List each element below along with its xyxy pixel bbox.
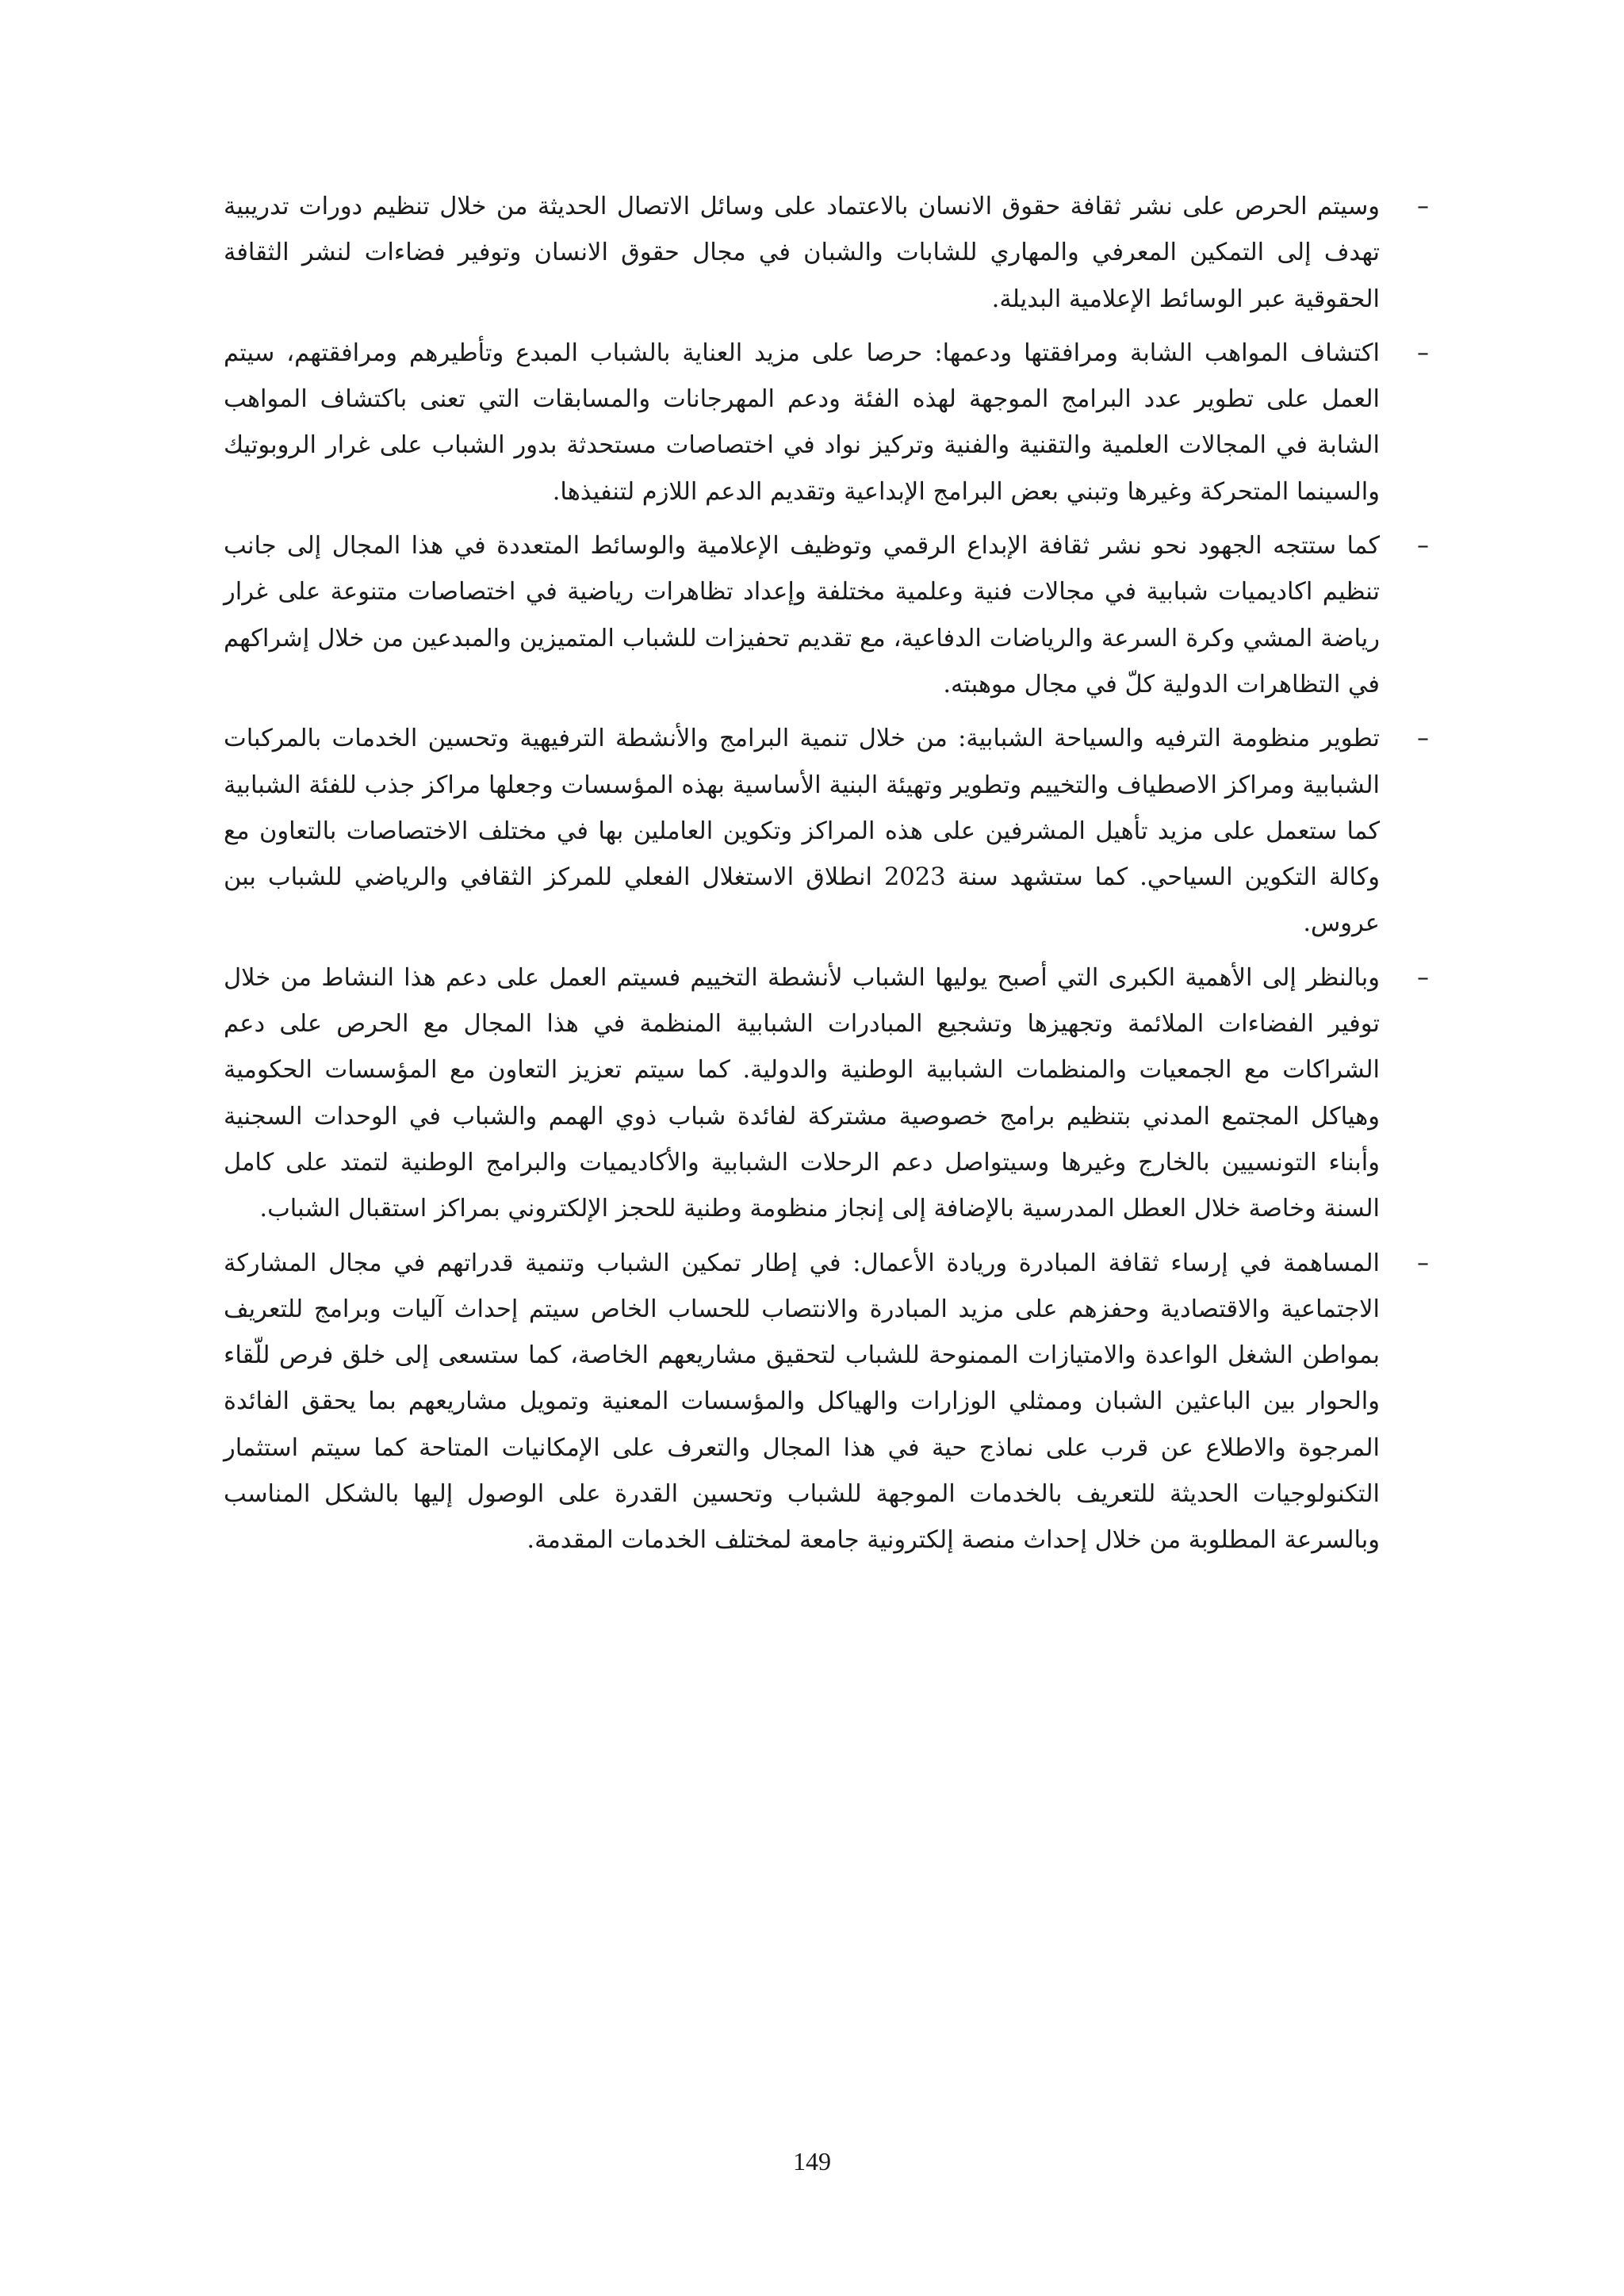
list-item [224,331,1431,515]
paragraph-text: وبالنظر إلى الأهمية الكبرى التي أصبح يوليها الشباب لأنشطة التخييم فسيتم العمل على دعم هذا النشاط من خلال توفير الفضاءات الملائمة وتجهيزها وتشجيع المبادرات الشبابية المنظمة في هذا المجال مع الحرص على دعم الشراكات مع الجمعيات والمنظمات الشبابية الوطنية والدولية. كما سيتم تعزيز التعاون مع المؤسسات الحكومية وهياكل المجتمع المدني بتنظيم برامج خصوصية مشتركة لفائدة شباب ذوي الهمم والشباب في الوحدات السجنية وأبناء التونسيين بالخارج وغيرها وسيتواصل دعم الرحلات الشبابية والأكاديميات والبرامج الوطنية لتمتد على كامل السنة وخاصة خلال العطل المدرسية بالإضافة إلى إنجاز منظومة وطنية للحجز الإلكتروني بمراكز استقبال الشباب. [224,963,1380,1223]
paragraph-text: اكتشاف المواهب الشابة ومرافقتها ودعمها: حرصا على مزيد العناية بالشباب المبدع وتأطيرهم ومرافقتهم، سيتم العمل على تطوير عدد البرامج الموجهة لهذه الفئة ودعم المهرجانات والمسابقات التي تعنى باكتشاف المواهب الشابة في المجالات العلمية والتقنية والفنية وتركيز نواد في اختصاصات مستحدثة بدور الشباب على غرار الروبوتيك والسينما المتحركة وغيرها وتبني بعض البرامج الإبداعية وتقديم الدعم اللازم لتنفيذها. [224,339,1381,506]
bullet-list [224,184,1431,1564]
paragraph-text: كما ستتجه الجهود نحو نشر ثقافة الإبداع الرقمي وتوظيف الإعلامية والوسائط المتعددة في هذا المجال إلى جانب تنظيم اكاديميات شبابية في مجالات فنية وعلمية مختلفة وإعداد تظاهرات رياضية في اختصاصات متنوعة على غرار رياضة المشي وكرة السرعة والرياضات الدفاعية، مع تقديم تحفيزات للشباب المتميزين والمبدعين من خلال إشراكهم في التظاهرات الدولية كلّ في مجال موهبته. [224,532,1380,698]
list-item [224,1241,1431,1564]
paragraph-text: وسيتم الحرص على نشر ثقافة حقوق الانسان بالاعتماد على وسائل الاتصال الحديثة من خلال تنظيم دورات تدريبية تهدف إلى التمكين المعرفي والمهاري للشابات والشبان في مجال حقوق الانسان وتوفير فضاءات لنشر الثقافة الحقوقية عبر الوسائط الإعلامية البديلة. [224,193,1380,313]
list-item [224,184,1431,323]
bullet-marker: – [1417,725,1429,753]
paragraph-text: تطوير منظومة الترفيه والسياحة الشبابية: من خلال تنمية البرامج والأنشطة الترفيهية وتحسين الخدمات بالمركبات الشبابية ومراكز الاصطياف والتخييم وتطوير وتهيئة البنية الأساسية بهذه المؤسسات وجعلها مراكز جذب للفئة الشبابية كما ستعمل على مزيد تأهيل المشرفين على هذه المراكز وتكوين العاملين بها في مختلف الاختصاصات بالتعاون مع وكالة التكوين السياحي. كما ستشهد سنة 2023 انطلاق الاستغلال الفعلي للمركز الثقافي والرياضي للشباب ببن عروس. [224,725,1381,938]
bullet-marker: – [1417,339,1429,367]
list-item [224,716,1431,947]
page-number: 149 [793,2147,831,2175]
bullet-marker: – [1417,193,1429,220]
list-item [224,523,1431,708]
document-body [224,184,1431,1572]
bullet-marker: – [1417,532,1429,561]
bullet-marker: – [1417,1249,1429,1277]
list-item [224,955,1431,1233]
paragraph-text: المساهمة في إرساء ثقافة المبادرة وريادة الأعمال: في إطار تمكين الشباب وتنمية قدراتهم في مجال المشاركة الاجتماعية والاقتصادية وحفزهم على مزيد المبادرة والانتصاب للحساب الخاص سيتم إحداث آليات وبرامج للتعريف بمواطن الشغل الواعدة والامتيازات الممنوحة للشباب لتحقيق مشاريعهم الخاصة، كما ستسعى إلى خلق فرص للّقاء والحوار بين الباعثين الشبان وممثلي الوزارات والهياكل والمؤسسات المعنية وتمويل مشاريعهم بما يحقق الفائدة المرجوة والاطلاع عن قرب على نماذج حية في هذا المجال والتعرف على الإمكانيات المتاحة كما سيتم استثمار التكنولوجيات الحديثة للتعريف بالخدمات الموجهة للشباب وتحسين القدرة على الوصول إليها بالشكل المناسب وبالسرعة المطلوبة من خلال إحداث منصة إلكترونية جامعة لمختلف الخدمات المقدمة. [224,1249,1380,1555]
bullet-marker: – [1417,963,1429,992]
